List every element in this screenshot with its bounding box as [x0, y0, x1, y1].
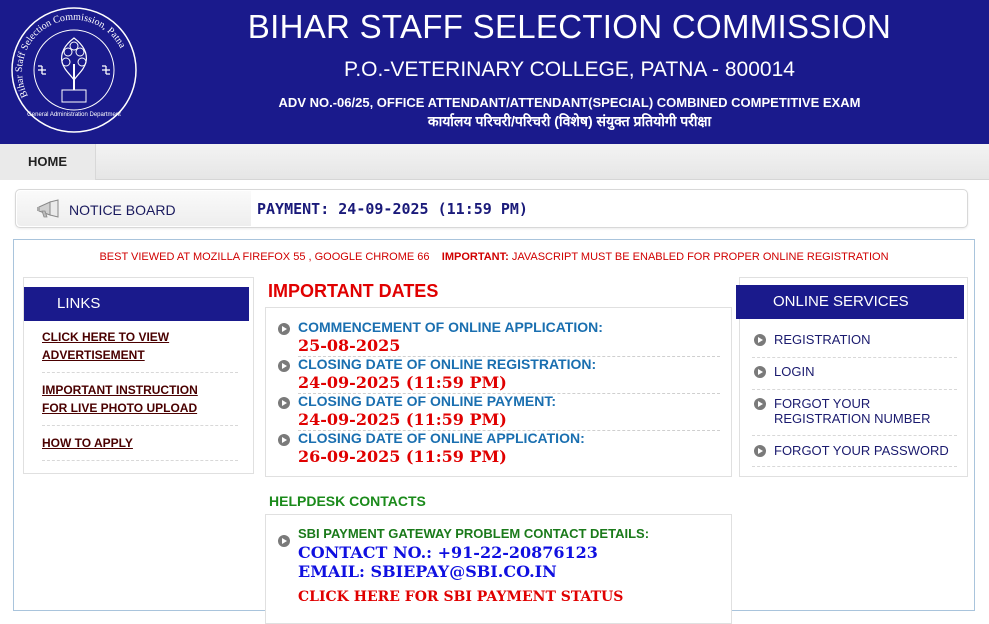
- arrow-bullet-icon: [278, 397, 290, 409]
- arrow-bullet-icon: [278, 535, 290, 547]
- online-services-panel: [739, 277, 968, 477]
- date-label: CLOSING DATE OF ONLINE APPLICATION:: [298, 430, 585, 446]
- service-label: FORGOT YOUR PASSWORD: [774, 443, 949, 458]
- date-value: 26-09-2025 (11:59 PM): [298, 447, 507, 466]
- svg-text:General Administration Departm: General Administration Department: [27, 112, 121, 118]
- date-label: COMMENCEMENT OF ONLINE APPLICATION:: [298, 319, 603, 335]
- main-navbar: [0, 144, 989, 180]
- service-label-line: FORGOT YOUR: [774, 396, 871, 411]
- javascript-notice: JAVASCRIPT MUST BE ENABLED FOR PROPER ONLINE REGISTRATION: [511, 251, 889, 263]
- sbi-contact-email: EMAIL: SBIEPAY@SBI.CO.IN: [298, 562, 557, 581]
- helpdesk-heading: HELPDESK CONTACTS: [269, 493, 426, 509]
- service-divider: [752, 466, 957, 467]
- page-header: [0, 0, 989, 144]
- live-photo-instruction-link[interactable]: [42, 381, 237, 417]
- view-advertisement-link[interactable]: [42, 328, 237, 364]
- sbi-helpdesk-label: SBI PAYMENT GATEWAY PROBLEM CONTACT DETAILS:: [298, 526, 650, 541]
- date-value: 24-09-2025 (11:59 PM): [298, 373, 507, 392]
- service-label: LOGIN: [774, 364, 815, 379]
- arrow-bullet-icon: [754, 398, 766, 410]
- date-value: 25-08-2025: [298, 336, 401, 355]
- arrow-bullet-icon: [278, 360, 290, 372]
- arrow-bullet-icon: [754, 334, 766, 346]
- date-value: 24-09-2025 (11:59 PM): [298, 410, 507, 429]
- link-divider: [42, 372, 238, 373]
- sbi-contact-number: CONTACT NO.: +91-22-20876123: [298, 543, 598, 562]
- service-divider: [752, 389, 957, 390]
- how-to-apply-link[interactable]: HOW TO APPLY: [42, 436, 133, 450]
- service-label: [774, 396, 931, 426]
- link-line: FOR LIVE PHOTO UPLOAD: [42, 401, 198, 415]
- sbi-payment-status-link[interactable]: CLICK HERE FOR SBI PAYMENT STATUS: [298, 589, 624, 605]
- arrow-bullet-icon: [278, 323, 290, 335]
- links-heading: LINKS: [24, 287, 249, 321]
- link-line: ADVERTISEMENT: [42, 348, 145, 362]
- advertisement-title-hindi: कार्यालय परिचरी/परिचरी (विशेष) संयुक्त प्रतियोगी परीक्षा: [427, 113, 712, 129]
- browser-notice: [14, 251, 974, 263]
- link-line: CLICK HERE TO VIEW: [42, 330, 170, 344]
- svg-text:Bihar Staff Selection Commissi: Bihar Staff Selection Commission, Patna: [13, 11, 128, 100]
- notice-board-label: NOTICE BOARD: [69, 202, 176, 218]
- arrow-bullet-icon: [754, 366, 766, 378]
- online-services-heading: ONLINE SERVICES: [736, 285, 964, 319]
- date-label: CLOSING DATE OF ONLINE REGISTRATION:: [298, 356, 597, 372]
- notice-board-message[interactable]: PAYMENT: 24-09-2025 (11:59 PM): [257, 200, 528, 218]
- date-label: CLOSING DATE OF ONLINE PAYMENT:: [298, 393, 556, 409]
- service-divider: [752, 435, 957, 436]
- arrow-bullet-icon: [278, 434, 290, 446]
- important-dates-panel: [265, 307, 732, 477]
- advertisement-title: ADV NO.-06/25, OFFICE ATTENDANT/ATTENDANT(SPECIAL) COMBINED COMPETITIVE EXAM: [278, 95, 861, 110]
- browser-recommendation: BEST VIEWED AT MOZILLA FIREFOX 55 , GOOGLE CHROME 66: [99, 251, 430, 263]
- arrow-bullet-icon: [754, 445, 766, 457]
- link-divider: [42, 460, 238, 461]
- nav-home-link[interactable]: HOME: [0, 144, 96, 180]
- notice-board-label-box: [17, 191, 251, 226]
- notice-board: [15, 189, 968, 228]
- helpdesk-panel: [265, 514, 732, 624]
- important-label: IMPORTANT:: [441, 251, 509, 263]
- megaphone-icon: [36, 199, 62, 219]
- commission-title: BIHAR STAFF SELECTION COMMISSION: [247, 8, 892, 45]
- commission-address: P.O.-VETERINARY COLLEGE, PATNA - 800014: [344, 58, 795, 81]
- link-line: IMPORTANT INSTRUCTION: [42, 383, 198, 397]
- links-panel: [23, 277, 254, 474]
- link-divider: [42, 425, 238, 426]
- service-label: REGISTRATION: [774, 332, 871, 347]
- service-label-line: REGISTRATION NUMBER: [774, 411, 931, 426]
- service-divider: [752, 357, 957, 358]
- important-dates-heading: IMPORTANT DATES: [268, 281, 439, 301]
- commission-seal-logo: [8, 4, 140, 136]
- main-content: [13, 239, 975, 611]
